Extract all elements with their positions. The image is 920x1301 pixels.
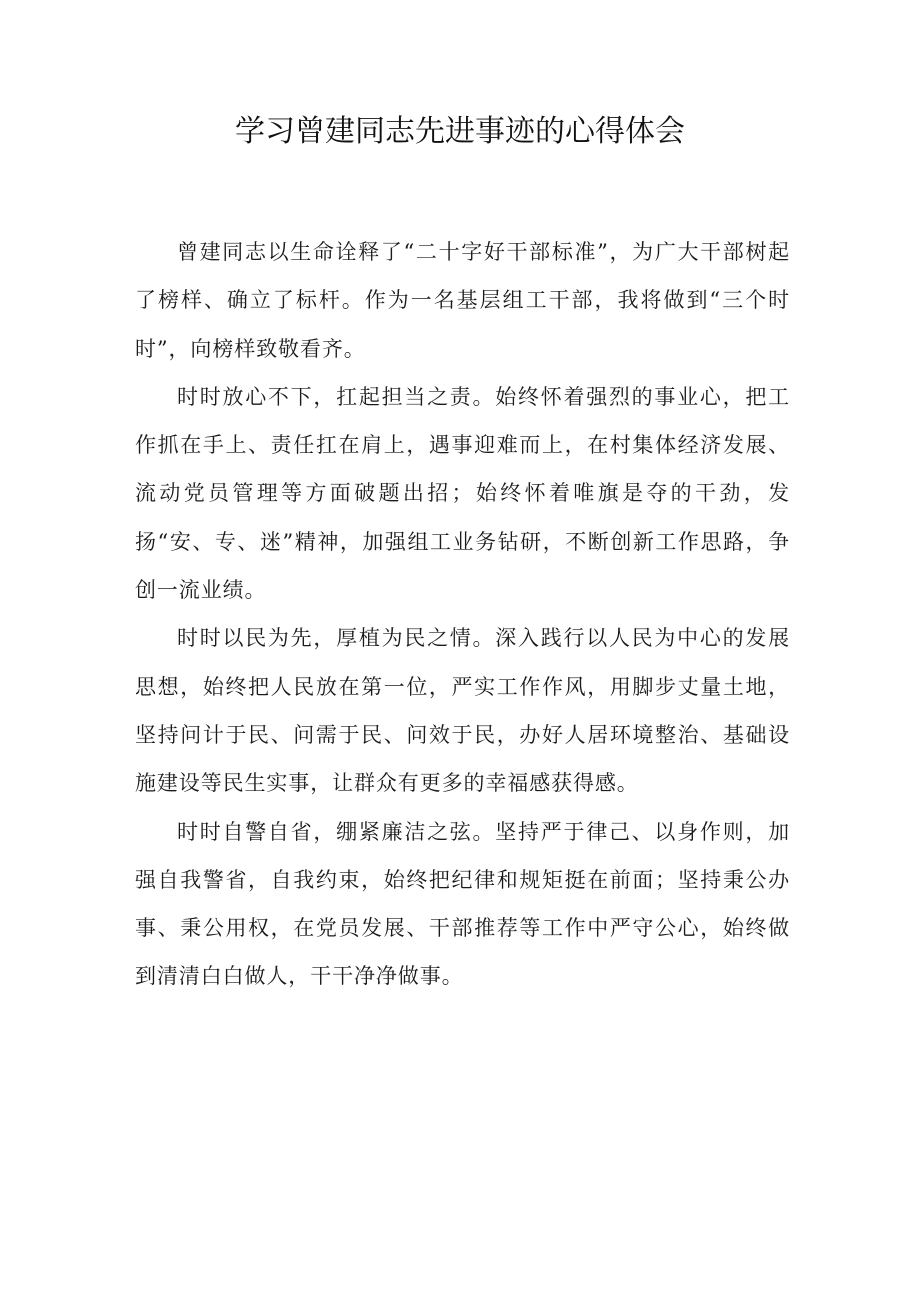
paragraph-self-discipline: 时时自警自省，绷紧廉洁之弦。坚持严于律己、以身作则，加强自我警省，自我约束，始终把纪律和规矩挺在前面；坚持秉公办事、秉公用权，在党员发展、干部推荐等工作中严守公心，始终做到清清白白做人，干干净净做事。	[135, 819, 790, 989]
paragraph-people-first: 时时以民为先，厚植为民之情。深入践行以人民为中心的发展思想，始终把人民放在第一位，严实工作作风，用脚步丈量土地，坚持问计于民、问需于民、问效于民，办好人居环境整治、基础设施建设等民生实事，让群众有更多的幸福感获得感。	[135, 626, 790, 796]
page-title: 学习曾建同志先进事迹的心得体会	[235, 114, 685, 149]
paragraph-responsibility: 时时放心不下，扛起担当之责。始终怀着强烈的事业心，把工作抓在手上、责任扛在肩上，遇事迎难而上，在村集体经济发展、流动党员管理等方面破题出招；始终怀着唯旗是夺的干劲，发扬“安、专、迷”精神，加强组工业务钻研，不断创新工作思路，争创一流业绩。	[135, 384, 790, 603]
document-body	[135, 228, 790, 1001]
paragraph-intro: 曾建同志以生命诠释了“二十字好干部标准”，为广大干部树起了榜样、确立了标杆。作为一名基层组工干部，我将做到“三个时时”，向榜样致敬看齐。	[135, 240, 790, 361]
